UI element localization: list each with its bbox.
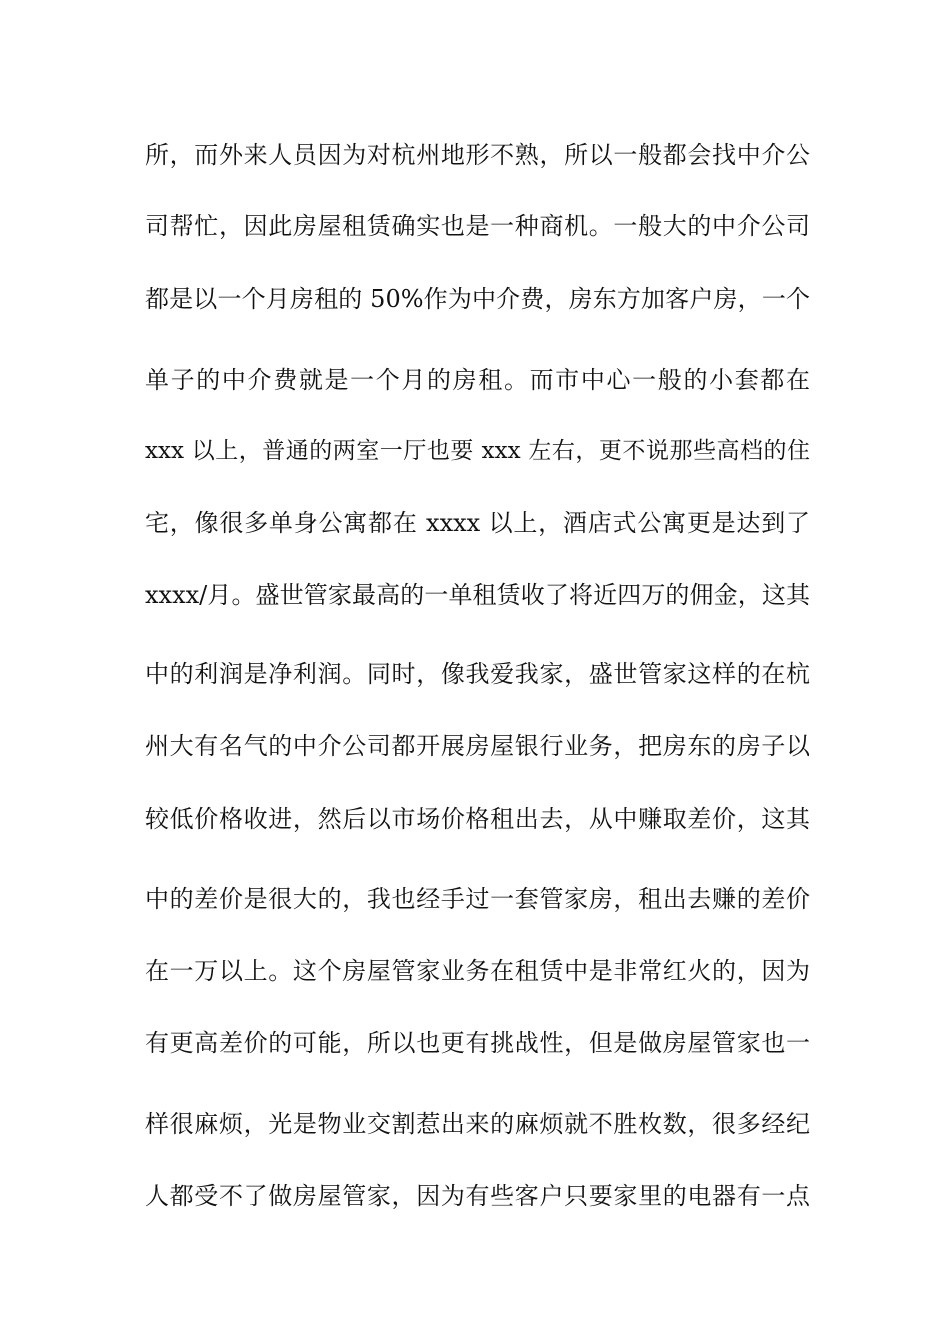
text-line: 有更高差价的可能，所以也更有挑战性，但是做房屋管家也一 — [145, 1029, 810, 1057]
text-line: 中的差价是很大的，我也经手过一套管家房，租出去赚的差价 — [145, 885, 810, 913]
text-line: xxx 以上，普通的两室一厅也要 xxx 左右，更不说那些高档的住 — [145, 438, 810, 464]
text-line: 州大有名气的中介公司都开展房屋银行业务，把房东的房子以 — [145, 732, 810, 760]
text-line: 所，而外来人员因为对杭州地形不熟，所以一般都会找中介公 — [145, 141, 810, 169]
text-line: 在一万以上。这个房屋管家业务在租赁中是非常红火的，因为 — [145, 957, 810, 985]
text-line: 样很麻烦，光是物业交割惹出来的麻烦就不胜枚数，很多经纪 — [145, 1110, 810, 1138]
text-line: 较低价格收进，然后以市场价格租出去，从中赚取差价，这其 — [145, 805, 810, 833]
text-line: xxxx/月。盛世管家最高的一单租赁收了将近四万的佣金，这其 — [145, 581, 810, 609]
text-line: 都是以一个月房租的 50%作为中介费，房东方加客户房，一个 — [145, 285, 810, 313]
text-line: 宅，像很多单身公寓都在 xxxx 以上，酒店式公寓更是达到了 — [145, 509, 810, 537]
text-line: 司帮忙，因此房屋租赁确实也是一种商机。一般大的中介公司 — [145, 212, 810, 240]
text-line: 人都受不了做房屋管家，因为有些客户只要家里的电器有一点 — [145, 1182, 810, 1210]
text-line: 单子的中介费就是一个月的房租。而市中心一般的小套都在 — [145, 366, 810, 394]
text-line: 中的利润是净利润。同时，像我爱我家，盛世管家这样的在杭 — [145, 660, 810, 688]
